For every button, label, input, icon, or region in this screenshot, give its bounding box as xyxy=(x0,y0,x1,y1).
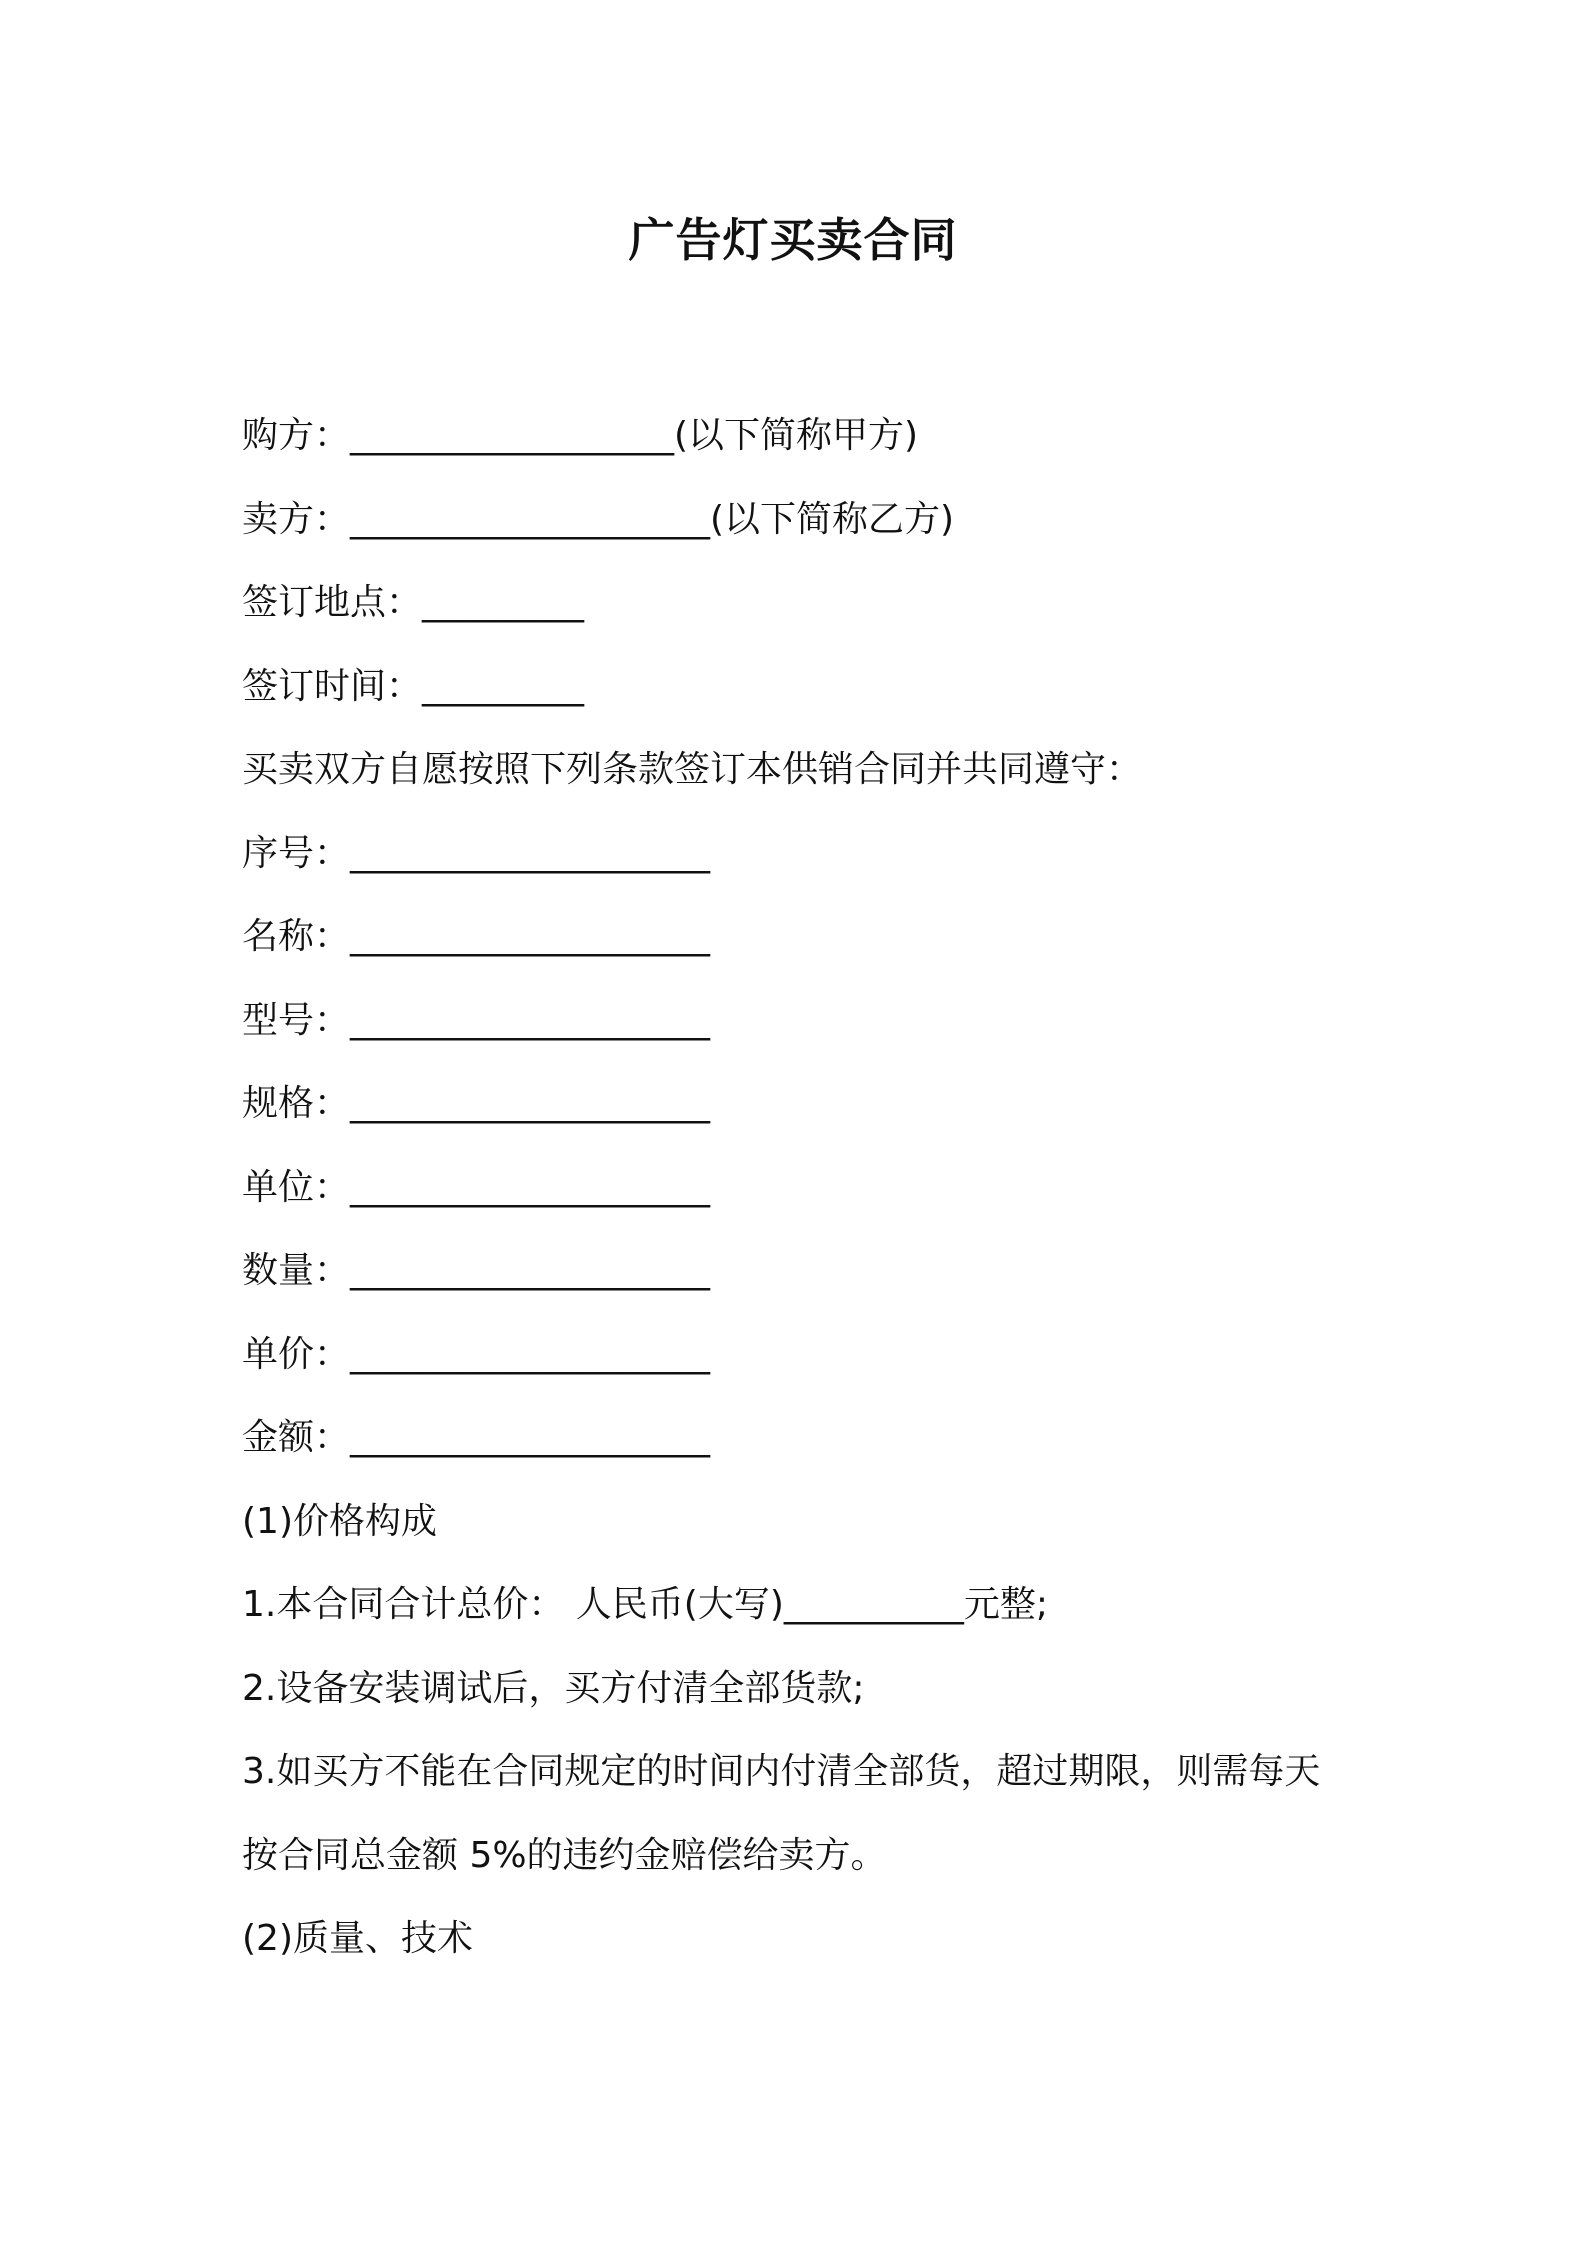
late-payment-line: 3.如买方不能在合同规定的时间内付清全部货，超过期限，则需每天 xyxy=(242,1751,1321,1792)
amount-line: 金额：____________________ xyxy=(242,1417,711,1458)
model-line: 型号：____________________ xyxy=(242,999,711,1041)
total-price-line: 1.本合同合计总价： 人民币(大写)__________元整; xyxy=(242,1584,1049,1625)
section-price-heading: (1)价格构成 xyxy=(242,1500,437,1542)
unit-line: 单位：____________________ xyxy=(242,1166,711,1208)
unit-price-line: 单价：____________________ xyxy=(242,1333,711,1375)
specification-line: 规格：____________________ xyxy=(242,1083,711,1124)
signing-place-line: 签订地点：_________ xyxy=(242,582,585,623)
agreement-intro-line: 买卖双方自愿按照下列条款签订本供销合同并共同遵守： xyxy=(242,749,1143,790)
penalty-line: 按合同总金额 5%的违约金赔偿给卖方。 xyxy=(242,1834,887,1876)
signing-time-line: 签订时间：_________ xyxy=(242,665,585,707)
section-quality-heading: (2)质量、技术 xyxy=(242,1918,473,1959)
quantity-line: 数量：____________________ xyxy=(242,1250,711,1291)
payment-line: 2.设备安装调试后，买方付清全部货款; xyxy=(242,1667,865,1709)
seller-line: 卖方：____________________(以下简称乙方) xyxy=(242,498,955,540)
product-name-line: 名称：____________________ xyxy=(242,916,711,957)
document-body xyxy=(242,406,1372,1993)
document-title: 广告灯买卖合同 xyxy=(628,213,958,267)
buyer-line: 购方：__________________(以下简称甲方) xyxy=(242,415,919,456)
serial-number-line: 序号：____________________ xyxy=(242,832,711,874)
